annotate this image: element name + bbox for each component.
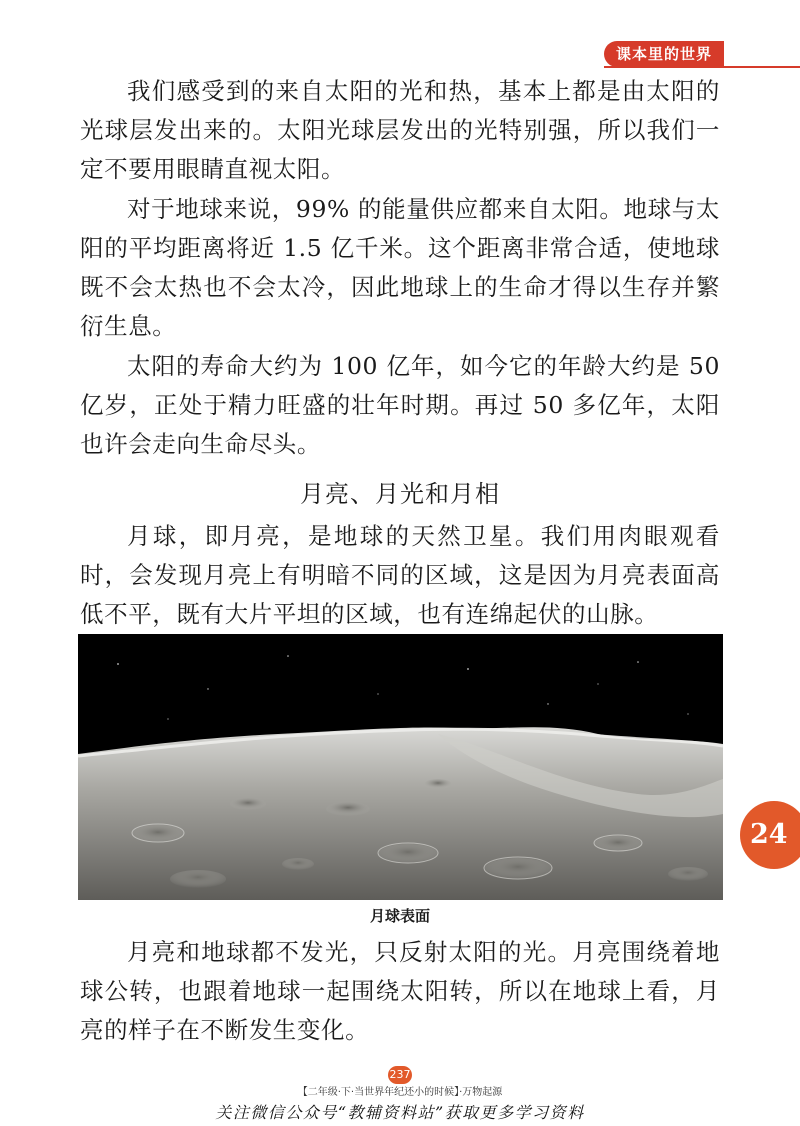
section-badge: 课本里的世界 [604, 41, 724, 67]
section-title: 月亮、月光和月相 [300, 480, 500, 508]
moon-surface-photo [78, 634, 723, 900]
chapter-number-tab: 24 [740, 801, 800, 869]
paragraph-5: 月亮和地球都不发光，只反射太阳的光。月亮围绕着地球公转，也跟着地球一起围绕太阳转，所以在地球上看，月亮的样子在不断发生变化。 [80, 938, 720, 1044]
page-number: 237 [388, 1066, 412, 1084]
header-rule [604, 66, 800, 68]
paragraph-4: 月球，即月亮，是地球的天然卫星。我们用肉眼观看时，会发现月亮上有明暗不同的区域，这是因为月亮表面高低不平，既有大片平坦的区域，也有连绵起伏的山脉。 [80, 522, 720, 628]
paragraph-1: 我们感受到的来自太阳的光和热，基本上都是由太阳的光球层发出来的。太阳光球层发出的光特别强，所以我们一定不要用眼睛直视太阳。 [80, 77, 720, 183]
paragraph-3: 太阳的寿命大约为 100 亿年，如今它的年龄大约是 50 亿岁，正处于精力旺盛的壮年时期。再过 50 多亿年，太阳也许会走向生命尽头。 [80, 352, 720, 458]
footer-promo: 关注微信公众号“教辅资料站”获取更多学习资料 [215, 1103, 585, 1122]
paragraph-2: 对于地球来说，99% 的能量供应都来自太阳。地球与太阳的平均距离将近 1.5 亿千米。这个距离非常合适，使地球既不会太热也不会太冷，因此地球上的生命才得以生存并繁衍生息。 [80, 195, 720, 340]
figure-caption: 月球表面 [369, 907, 430, 925]
footer-book-title: 【二年级·下·当世界年纪还小的时候】·万物起源 [297, 1087, 503, 1098]
